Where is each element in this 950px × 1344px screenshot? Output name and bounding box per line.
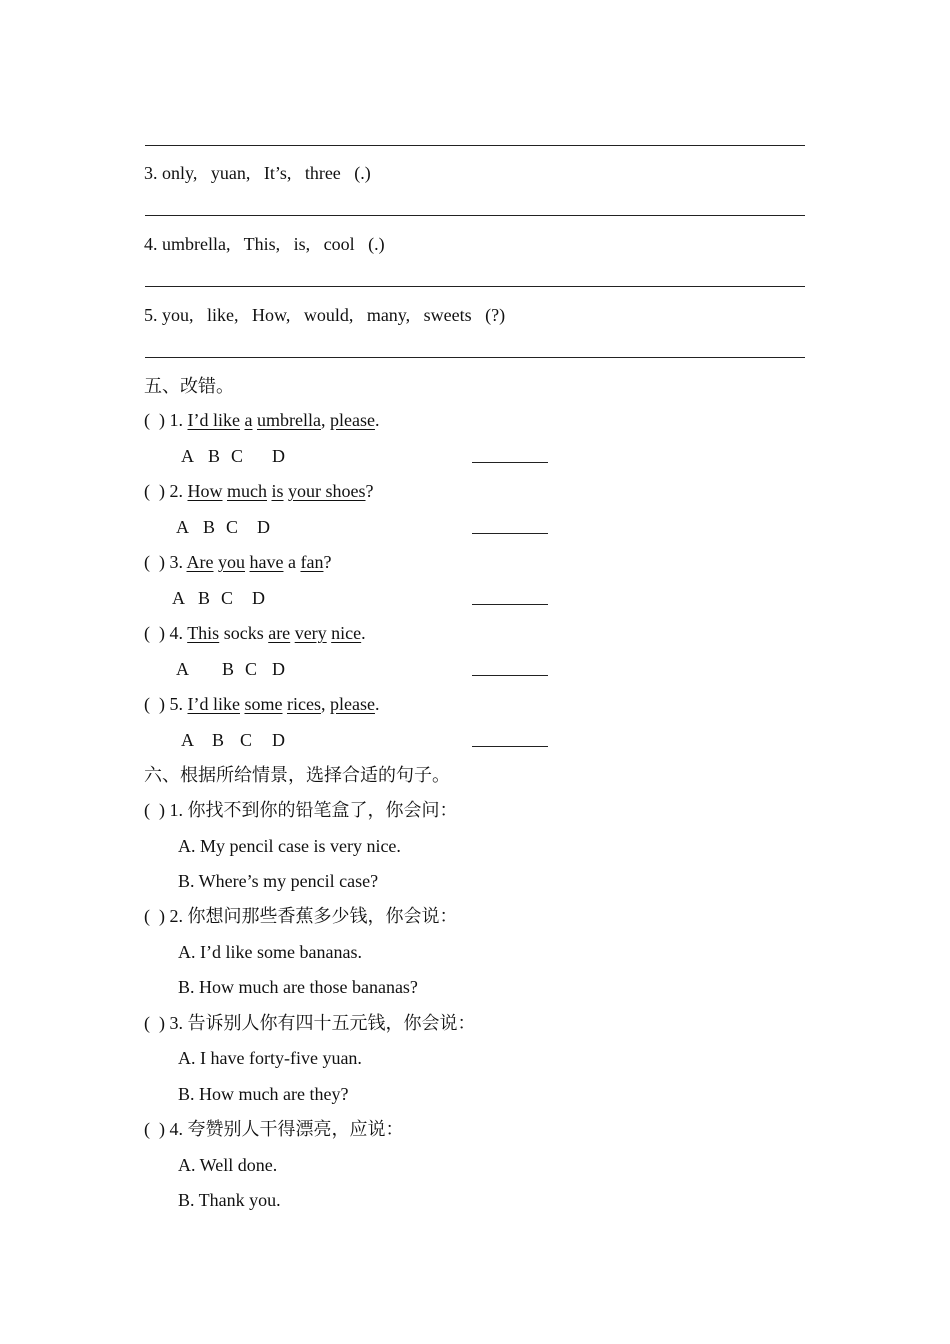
situation-prompt: 告诉别人你有四十五元钱，你会说：	[187, 1013, 476, 1033]
option-a: A. I’d like some bananas.	[178, 942, 362, 962]
question-number: 4.	[169, 1119, 183, 1139]
correction-blank[interactable]	[472, 604, 548, 605]
question-number: 4.	[144, 234, 158, 254]
underlined-part-d: please	[329, 410, 375, 430]
question-number: 3.	[169, 1013, 183, 1033]
text: ?	[323, 552, 332, 572]
label-b: B	[208, 446, 221, 466]
underlined-part-c: have	[249, 552, 284, 572]
underlined-part-d: fan	[300, 552, 324, 572]
label-d: D	[272, 659, 285, 679]
situation-item-2	[144, 905, 458, 927]
underlined-part-d: nice	[331, 623, 362, 643]
underlined-part-d: your shoes	[288, 481, 366, 501]
label-b: B	[212, 730, 225, 750]
question-number: 3.	[144, 163, 158, 183]
text: .	[361, 623, 366, 643]
answer-paren[interactable]: ( )	[144, 906, 165, 926]
label-c: C	[221, 588, 234, 608]
underlined-part-b: are	[268, 623, 291, 643]
situation-item-3	[144, 1012, 476, 1034]
option-b: B. How much are those bananas?	[178, 977, 418, 997]
underlined-part-d: please	[329, 694, 375, 714]
answer-paren[interactable]: ( )	[144, 694, 165, 714]
underlined-part-b: you	[218, 552, 245, 572]
correction-item-3	[144, 551, 331, 573]
answer-line[interactable]	[145, 145, 805, 146]
answer-line[interactable]	[145, 286, 805, 287]
section-title-situations: 六、根据所给情景，选择合适的句子。	[144, 765, 450, 785]
correction-item-1	[144, 409, 379, 431]
option-b: B. How much are they?	[178, 1084, 349, 1104]
answer-paren[interactable]: ( )	[144, 410, 165, 430]
label-a: A	[176, 659, 189, 679]
question-number: 3.	[169, 552, 183, 572]
text: .	[374, 694, 380, 714]
question-number: 2.	[169, 481, 183, 501]
situation-prompt: 你想问那些香蕉多少钱，你会说：	[187, 906, 458, 926]
correction-blank[interactable]	[472, 533, 548, 534]
text: ,	[320, 694, 330, 714]
question-number: 5.	[169, 694, 183, 714]
correction-blank[interactable]	[472, 675, 548, 676]
underlined-part-a: This	[187, 623, 220, 643]
label-b: B	[198, 588, 211, 608]
option-b: B. Thank you.	[178, 1190, 281, 1210]
option-a: A. I have forty-five yuan.	[178, 1048, 362, 1068]
label-a: A	[181, 730, 194, 750]
label-d: D	[257, 517, 270, 537]
answer-paren[interactable]: ( )	[144, 800, 165, 820]
correction-blank[interactable]	[472, 746, 548, 747]
underlined-part-b: much	[227, 481, 267, 501]
label-d: D	[272, 446, 285, 466]
question-number: 1.	[169, 800, 183, 820]
underlined-part-c: rices	[286, 694, 321, 714]
correction-item-5	[144, 693, 379, 715]
section-title-correction: 五、改错。	[144, 376, 234, 396]
answer-line[interactable]	[145, 215, 805, 216]
label-c: C	[240, 730, 253, 750]
answer-paren[interactable]: ( )	[144, 1119, 165, 1139]
label-b: B	[203, 517, 216, 537]
label-a: A	[172, 588, 185, 608]
answer-paren[interactable]: ( )	[144, 481, 165, 501]
underlined-part-a: Are	[186, 552, 214, 572]
question-number: 5.	[144, 305, 158, 325]
underlined-part-a: How	[187, 481, 223, 501]
situation-prompt: 你找不到你的铅笔盒了，你会问：	[187, 800, 458, 820]
answer-paren[interactable]: ( )	[144, 623, 165, 643]
label-c: C	[226, 517, 239, 537]
situation-item-1	[144, 799, 458, 821]
underlined-part-b: a	[244, 410, 253, 430]
text: ?	[365, 481, 374, 501]
underlined-part-a: I’d like	[187, 410, 240, 430]
label-a: A	[176, 517, 189, 537]
reorder-question-5	[144, 304, 505, 326]
underlined-part-c: very	[294, 623, 327, 643]
label-d: D	[252, 588, 265, 608]
label-c: C	[245, 659, 258, 679]
answer-paren[interactable]: ( )	[144, 552, 165, 572]
question-number: 4.	[169, 623, 183, 643]
question-words: umbrella, This, is, cool (.)	[162, 234, 385, 254]
answer-line[interactable]	[145, 357, 805, 358]
underlined-part-c: umbrella	[256, 410, 321, 430]
option-a: A. My pencil case is very nice.	[178, 836, 401, 856]
reorder-question-4	[144, 233, 385, 255]
question-number: 1.	[169, 410, 183, 430]
correction-blank[interactable]	[472, 462, 548, 463]
correction-item-2	[144, 480, 374, 502]
question-words: only, yuan, It’s, three (.)	[162, 163, 371, 183]
option-a: A. Well done.	[178, 1155, 278, 1175]
label-c: C	[231, 446, 244, 466]
label-d: D	[272, 730, 285, 750]
text: socks	[219, 623, 269, 643]
underlined-part-c: is	[271, 481, 284, 501]
text: ,	[320, 410, 330, 430]
underlined-part-b: some	[244, 694, 283, 714]
text: a	[283, 552, 301, 572]
reorder-question-3	[144, 162, 371, 184]
situation-prompt: 夸赞别人干得漂亮，应说：	[187, 1119, 404, 1139]
question-number: 2.	[169, 906, 183, 926]
label-a: A	[181, 446, 194, 466]
option-b: B. Where’s my pencil case?	[178, 871, 379, 891]
text: .	[374, 410, 380, 430]
answer-paren[interactable]: ( )	[144, 1013, 165, 1033]
underlined-part-a: I’d like	[187, 694, 240, 714]
question-words: you, like, How, would, many, sweets (?)	[162, 305, 506, 325]
situation-item-4	[144, 1118, 404, 1140]
label-b: B	[222, 659, 235, 679]
correction-item-4	[144, 622, 366, 644]
